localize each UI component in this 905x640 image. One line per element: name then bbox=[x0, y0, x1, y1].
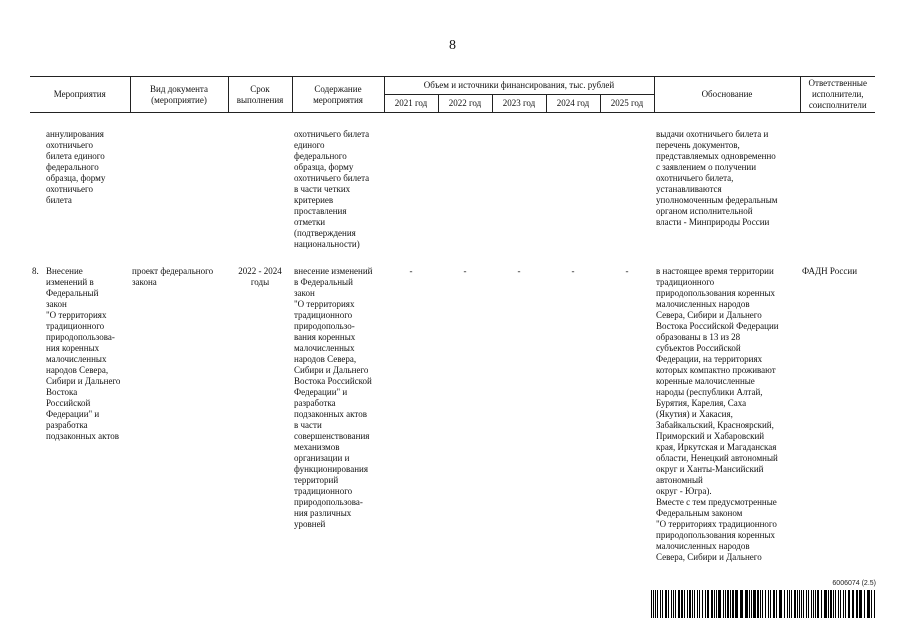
deadline-cell bbox=[228, 129, 292, 250]
event-cell bbox=[30, 266, 130, 563]
barcode-bars-icon bbox=[651, 590, 876, 618]
rationale-cell: в настоящее время территории традиционного природопользования коренных малочисленных народов Севера, Сибири и Дальнего Востока Российской Федерации образованы в 13 из 28 субъектов Российской Федерации, на территориях которых компактно проживают коренные малочисленные народы (республики Алтай, Бурятия, Карелия, Саха (Якутия) и Хакасия, Забайкальский, Красноярский, Приморский и Хабаровский края, Иркутская и Магаданская области, Ненецкий автономный округ и Ханты-Мансийский автономный округ - Югра). Вместе с тем предусмотренные Федеральным законом "О территориях традиционного природопользования коренных малочисленных народов Севера, Сибири и Дальнего bbox=[656, 266, 779, 562]
finance-2022-cell bbox=[438, 129, 492, 250]
finance-2025-cell: - bbox=[625, 266, 629, 276]
doc-type-cell bbox=[130, 129, 228, 250]
header-year-2025: 2025 год bbox=[600, 95, 654, 113]
page-number: 8 bbox=[449, 38, 456, 53]
table-row bbox=[30, 266, 875, 563]
finance-2024-cell: - bbox=[571, 266, 575, 276]
measures-table bbox=[30, 76, 875, 563]
finance-2021-cell: - bbox=[409, 266, 413, 276]
event-cell: аннулирования охотничьего билета единого федерального образца, форму охотничьего билета bbox=[46, 129, 106, 205]
header-doc-type: Вид документа (мероприятие) bbox=[130, 77, 228, 113]
content-cell: охотничьего билета единого федерального образца, форму охотничьего билета в части четких критериев проставления отметки (подтверждения национальности) bbox=[294, 129, 370, 249]
header-year-2021: 2021 год bbox=[384, 95, 438, 113]
finance-2022-cell: - bbox=[463, 266, 467, 276]
barcode bbox=[651, 580, 876, 620]
header-year-2024: 2024 год bbox=[546, 95, 600, 113]
table-row bbox=[30, 129, 875, 250]
header-finance-group: Объем и источники финансирования, тыс. рублей bbox=[384, 77, 654, 95]
rationale-cell: выдачи охотничьего билета и перечень документов, представляемых одновременно с заявлением о получении охотничьего билета, устанавливаются уполномоченным федеральным органом исполнительной власти - Минприроды России bbox=[656, 129, 778, 227]
row-number: 8. bbox=[32, 266, 39, 276]
finance-2023-cell bbox=[492, 129, 546, 250]
header-year-2023: 2023 год bbox=[492, 95, 546, 113]
header-deadline: Срок выполнения bbox=[228, 77, 292, 113]
barcode-caption: 6006074 (2.5) bbox=[832, 580, 876, 587]
content-cell: внесение изменений в Федеральный закон "О территориях традиционного природопользо- вания коренных малочисленных народов Севера, Сибири и Дальнего Востока Российской Федерации" и разработка подзаконных актов в части совершенствования механизмов организации и функционирования территорий традиционного природопользова- ния различных уровней bbox=[294, 266, 373, 529]
header-events: Мероприятия bbox=[30, 77, 130, 113]
finance-2025-cell bbox=[600, 129, 654, 250]
doc-type-cell: проект федерального закона bbox=[132, 266, 214, 287]
header-rationale: Обоснование bbox=[654, 77, 800, 113]
header-gap bbox=[30, 113, 875, 130]
responsible-cell bbox=[800, 129, 875, 250]
finance-2024-cell bbox=[546, 129, 600, 250]
header-content: Содержание мероприятия bbox=[292, 77, 384, 113]
finance-2021-cell bbox=[384, 129, 438, 250]
event-text: Внесение изменений в Федеральный закон "О территориях традиционного природопользова- ния коренных малочисленных народов Севера, Сибири и Дальнего Востока Российской Федерации" и разработка подзаконных актов bbox=[46, 266, 121, 441]
finance-2023-cell: - bbox=[517, 266, 521, 276]
header-responsible: Ответственные исполнители, соисполнители bbox=[800, 77, 875, 113]
header-year-2022: 2022 год bbox=[438, 95, 492, 113]
responsible-cell: ФАДН России bbox=[802, 266, 858, 276]
deadline-cell: 2022 - 2024 годы bbox=[238, 266, 282, 287]
row-gap bbox=[30, 250, 875, 266]
